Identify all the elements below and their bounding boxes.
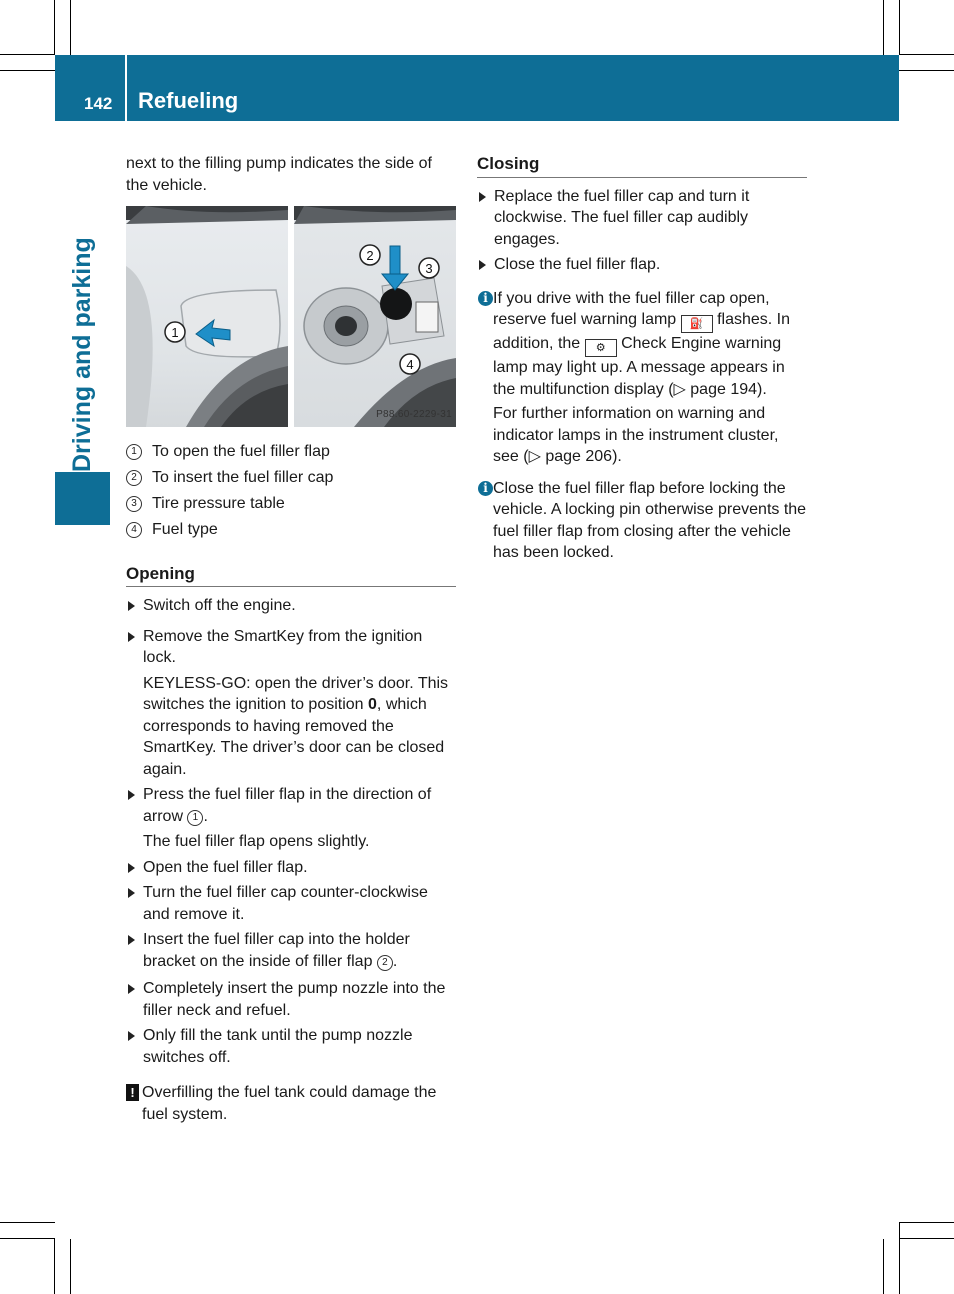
step-text: . [203,807,208,825]
opening-heading: Opening [126,563,456,588]
legend-item [126,441,456,463]
crop-mark [899,54,954,55]
side-tab-marker [55,472,110,525]
info-text: If you drive with the fuel filler cap open, reserve fuel warning lamp [493,289,770,328]
info-text: For further information on warning and indicator lamps in the instrument cluster, see ( [493,405,779,465]
crop-mark [899,1222,900,1294]
step-item [477,186,807,251]
info-text: flashes. In addition, the [493,311,791,352]
step-item [126,857,456,879]
crop-mark [899,1222,954,1223]
result-text: , which corresponds to having removed the SmartKey. The driver’s door can be closed again. [143,696,445,778]
page-reference: ▷ page 194 [673,380,758,398]
engine-icon: ⚙ [585,339,617,357]
inline-callout: 2 [377,955,393,971]
step-arrow-icon [128,790,135,800]
fuel-flap-figure [126,206,456,427]
photo-closed-flap [126,206,288,427]
info-icon: i [478,481,493,496]
step-text: Only fill the tank until the pump nozzle switches off. [143,1027,413,1066]
step-text: Open the fuel filler flap. [143,858,308,876]
figure-code: P88.60-2229-31 [376,408,452,420]
callout-4: 4 [406,357,414,372]
step-item [126,1025,456,1068]
crop-mark [0,1222,55,1223]
header-divider [125,55,127,121]
crop-mark [899,1238,954,1239]
fuel-pump-icon: ⛽ [681,315,713,333]
crop-mark [899,0,900,55]
crop-mark [0,1238,55,1239]
step-item [126,978,456,1021]
info-icon: i [478,291,493,306]
legend-item [126,519,456,541]
legend-number: 2 [126,470,142,486]
legend-number: 3 [126,496,142,512]
crop-mark [899,70,954,71]
step-arrow-icon [128,1031,135,1041]
legend-text: To open the fuel filler flap [152,443,330,460]
closing-heading: Closing [477,153,807,178]
section-title: Refueling [138,88,239,113]
info-text: ). [612,448,622,465]
step-text: Replace the fuel filler cap and turn it clockwise. The fuel filler cap audibly engages. [494,187,750,248]
intro-text: next to the filling pump indicates the side of the vehicle. [126,155,432,194]
crop-mark [54,1239,55,1294]
right-column [477,153,807,572]
warning-text: Overfilling the fuel tank could damage the fuel system. [142,1084,437,1123]
callout-2: 2 [366,248,374,263]
step-item [126,882,456,925]
left-column [126,153,456,1133]
step-text: Turn the fuel filler cap counter-clockwise and remove it. [143,884,428,923]
callout-1: 1 [171,325,179,340]
legend-text: Fuel type [152,521,218,538]
warning-note [126,1082,456,1125]
step-arrow-icon [479,260,486,270]
step-arrow-icon [128,863,135,873]
ignition-position: 0 [368,696,377,713]
inline-callout: 1 [187,810,203,826]
side-tab-label: Driving and parking [68,237,96,472]
info-continuation [477,403,807,468]
crop-mark [70,1239,71,1294]
legend-item [126,493,456,515]
closed-flap-illustration [126,206,288,427]
step-item [126,929,456,972]
step-result: The fuel filler flap opens slightly. [143,833,370,850]
info-text: ). [757,380,767,398]
page-reference: ▷ page 206 [528,448,613,465]
page-number: 142 [84,94,113,113]
crop-mark [54,0,55,55]
info-text: Check Engine warning lamp may light up. A message appears in the multifunction display ( [493,335,785,398]
result-text: KEYLESS-GO: open the driver’s door. This switches the ignition to position [143,674,449,713]
crop-mark [883,0,884,55]
crop-mark [70,0,71,55]
step-text: Close the fuel filler flap. [494,256,661,273]
warning-icon: ! [126,1084,139,1101]
step-arrow-icon [479,192,486,202]
step-arrow-icon [128,601,135,611]
step-arrow-icon [128,984,135,994]
legend-number: 4 [126,522,142,538]
step-text: Insert the fuel filler cap into the holder bracket on the inside of filler flap [143,931,410,970]
step-arrow-icon [128,888,135,898]
step-text: Switch off the engine. [143,597,296,614]
step-text: Press the fuel filler flap in the direction of arrow [143,786,432,825]
step-arrow-icon [128,632,135,642]
info-note [477,478,807,564]
step-item [126,595,456,617]
step-result [126,673,456,781]
step-text: . [392,952,398,970]
step-text: Completely insert the pump nozzle into the filler neck and refuel. [143,980,446,1019]
crop-mark [0,70,55,71]
legend-text: Tire pressure table [152,495,285,512]
photo-open-flap [294,206,456,427]
legend-item [126,467,456,489]
step-item [126,784,456,827]
step-item [126,626,456,669]
step-arrow-icon [128,935,135,945]
open-flap-illustration [294,206,456,427]
legend-number: 1 [126,444,142,460]
callout-3: 3 [425,261,433,276]
crop-mark [883,1239,884,1294]
step-text: Remove the SmartKey from the ignition lock. [143,627,423,666]
crop-mark [0,54,55,55]
step-item [477,254,807,276]
legend-text: To insert the fuel filler cap [152,469,334,486]
info-text: Close the fuel filler flap before locking the vehicle. A locking pin otherwise prevents the fuel filler flap from closing after the vehicle has been locked. [493,479,807,561]
info-note [477,288,807,401]
